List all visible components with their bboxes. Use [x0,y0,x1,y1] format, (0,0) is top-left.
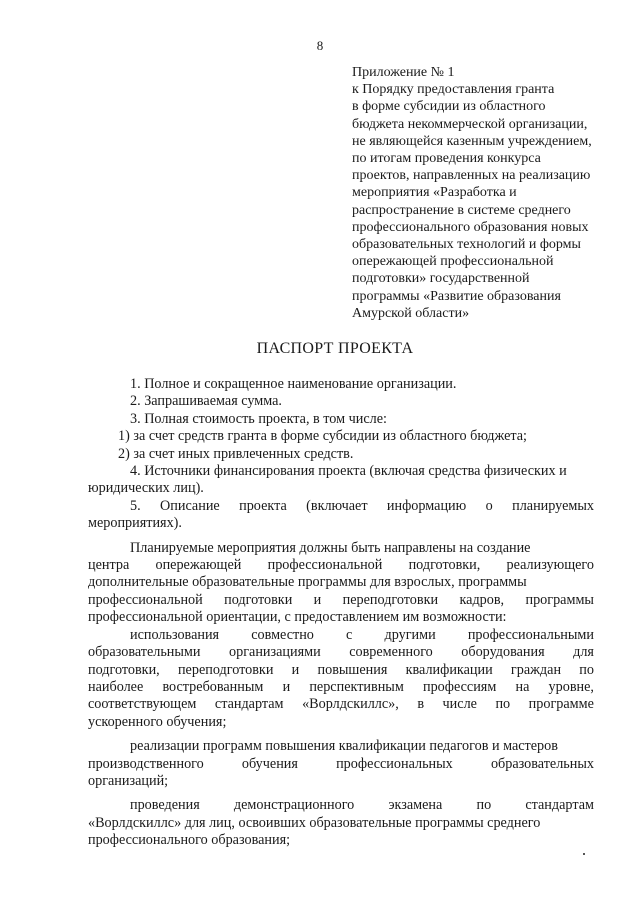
list-item-continuation: мероприятиях). [88,515,182,532]
paragraph-line: проведения демонстрационного экзамена по стандартам [130,797,594,814]
list-item: 2. Запрашиваемая сумма. [130,393,282,410]
appendix-line: не являющейся казенным учреждением, [352,133,592,149]
list-item: 1. Полное и сокращенное наименование организации. [130,376,457,392]
appendix-line: по итогам проведения конкурса [352,151,541,167]
document-title: ПАСПОРТ ПРОЕКТА [256,340,414,357]
paragraph-line: реализации программ повышения квалификации педагогов и мастеров [130,738,558,755]
list-item: 5. Описание проекта (включает информацию о планируемых [130,497,594,514]
paragraph-line: производственного обучения профессиональных образовательных [88,755,594,772]
appendix-line: программы «Развитие образования [352,288,561,304]
appendix-line: Приложение № 1 [352,65,455,80]
paragraph-line: организаций; [88,772,169,789]
appendix-line: в форме субсидии из областного [352,99,546,115]
appendix-line: проектов, направленных на реализацию [352,168,591,184]
paragraph-line: использования совместно с другими профессиональными [130,626,594,643]
paragraph-line: подготовки, переподготовки и повышения квалификации граждан по [88,661,594,678]
list-item: 4. Источники финансирования проекта (включая средства физических и [130,463,567,480]
appendix-line: распространение в системе среднего [352,202,571,218]
paragraph-line: соответствующем стандартам «Ворлдскиллс», в числе по программе [88,696,594,713]
appendix-line: подготовки» государственной [352,271,530,287]
paragraph-line: профессиональной подготовки и переподготовки кадров, программы [88,591,594,608]
appendix-line: бюджета некоммерческой организации, [352,116,588,132]
appendix-line: профессионального образования новых [352,219,589,235]
paragraph-line: образовательными организациями современного оборудования для [88,644,594,661]
appendix-line: к Порядку предоставления гранта [352,82,555,98]
list-subitem: 1) за счет средств гранта в форме субсидии из областного бюджета; [118,428,528,445]
document-body [88,376,594,850]
paragraph-line: ускоренного обучения; [88,713,227,730]
paragraph-line: наиболее востребованным и перспективным профессиям на уровне, [88,678,594,695]
appendix-line: мероприятия «Разработка и [352,185,517,201]
list-item: 3. Полная стоимость проекта, в том числе: [130,410,387,427]
page-number: 8 [316,38,324,53]
appendix-block [352,64,612,322]
paragraph-line: центра опережающей профессиональной подготовки, реализующего [88,557,594,574]
scan-speck [583,853,585,855]
paragraph-line: профессионального образования; [88,832,291,849]
appendix-line: опережающей профессиональной [352,254,554,270]
appendix-line: Амурской области» [352,305,470,321]
paragraph-line: Планируемые мероприятия должны быть направлены на создание [130,539,531,556]
paragraph-line: дополнительные образовательные программы для взрослых, программы [88,574,527,591]
paragraph-line: профессиональной ориентации, с предоставлением им возможности: [88,609,507,626]
list-item-continuation: юридических лиц). [88,480,204,497]
appendix-line: образовательных технологий и формы [352,237,581,253]
list-subitem: 2) за счет иных привлеченных средств. [118,445,354,462]
paragraph-line: «Ворлдскиллс» для лиц, освоивших образовательные программы среднего [88,814,541,831]
